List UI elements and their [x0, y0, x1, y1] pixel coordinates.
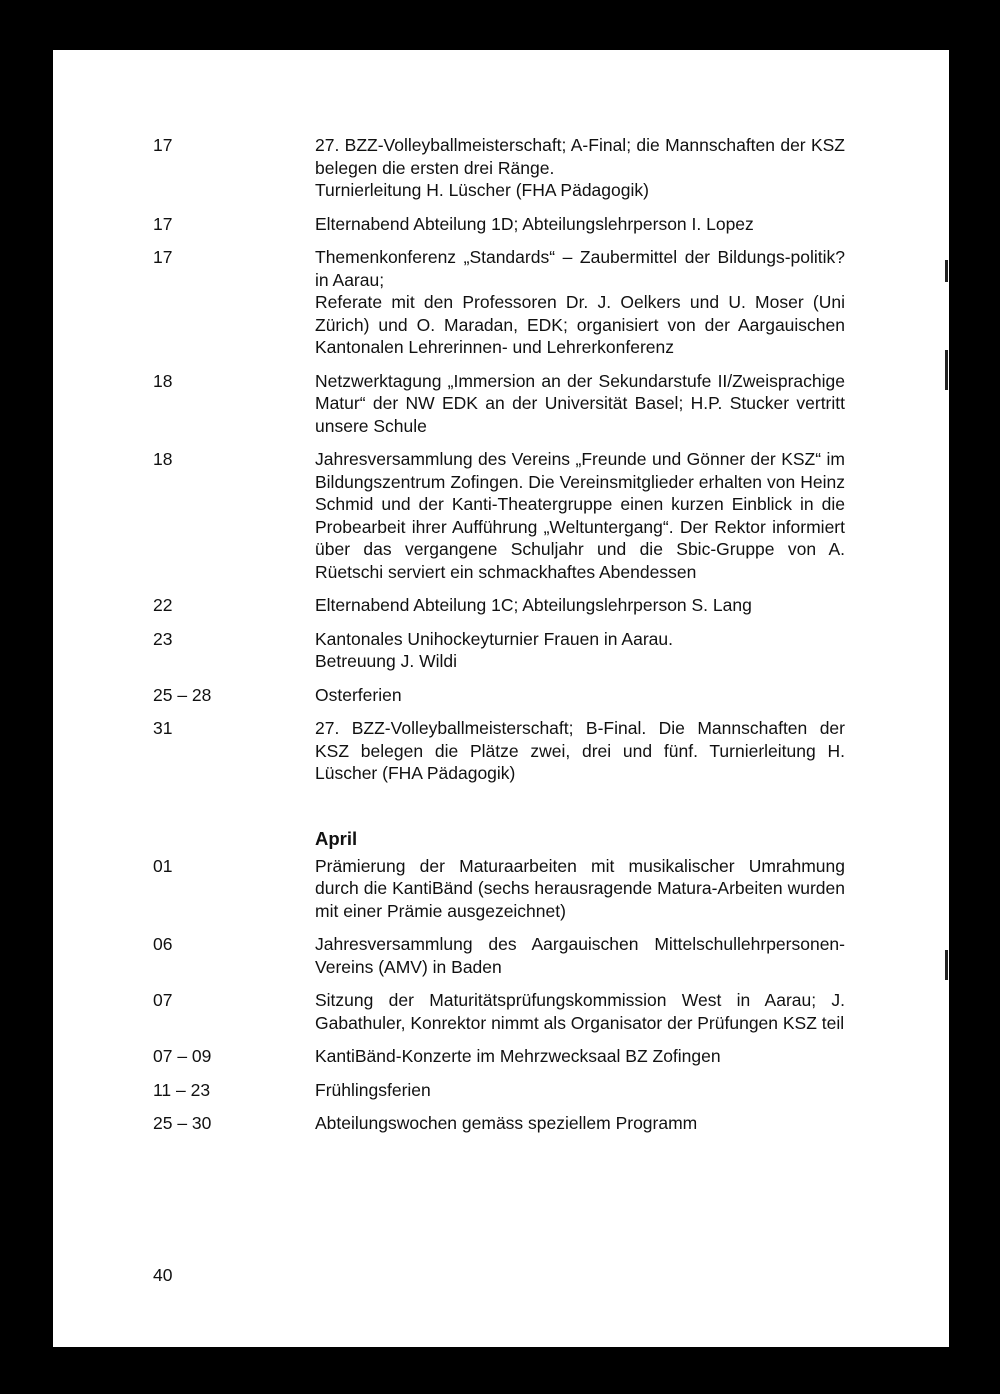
list-item — [153, 1045, 845, 1068]
entry-text: 27. BZZ-Volleyballmeisterschaft; B-Final. Die Mannschaften der KSZ belegen die Plätze zwei, drei und fünf. Turnierleitung H. Lüscher (FHA Pädagogik) — [315, 718, 845, 783]
list-item — [153, 448, 845, 583]
list-item — [153, 213, 845, 236]
entry-text: Kantonales Unihockeyturnier Frauen in Aarau. Betreuung J. Wildi — [315, 628, 673, 671]
entry-text: Jahresversammlung des Vereins „Freunde und Gönner der KSZ“ im Bildungszentrum Zofingen. Die Vereinsmitglieder erhalten von Heinz Schmid und der Kanti-Theatergruppe einen kurzen Einblick in die Probearbeit ihrer Aufführung „Weltuntergang“. Der Rektor informiert über das vergangene Schuljahr und die Sbic-Gruppe von A. Rüetschi serviert ein schmackhaftes Abendessen — [315, 449, 845, 582]
scan-edge-mark — [945, 350, 948, 390]
list-item — [153, 989, 845, 1034]
entry-text: Prämierung der Maturaarbeiten mit musikalischer Umrahmung durch die KantiBänd (sechs herausragende Matura-Arbeiten wurden mit einer Prämie ausgezeichnet) — [315, 855, 845, 921]
list-item — [153, 628, 845, 673]
list-item — [153, 134, 845, 202]
entry-date: 17 — [153, 135, 173, 155]
list-item — [153, 855, 845, 923]
entry-date: 25 – 28 — [153, 684, 212, 705]
entry-date: 23 — [153, 628, 173, 649]
list-item — [153, 717, 845, 785]
scan-edge-mark — [945, 260, 948, 282]
list-item — [153, 370, 845, 438]
scan-edge-mark — [945, 950, 948, 980]
entry-text: Elternabend Abteilung 1D; Abteilungslehrperson I. Lopez — [315, 213, 754, 234]
list-item — [153, 684, 845, 707]
document-page — [53, 50, 949, 1347]
entry-text: Elternabend Abteilung 1C; Abteilungslehrperson S. Lang — [315, 595, 752, 615]
entry-text: Abteilungswochen gemäss speziellem Programm — [315, 1113, 698, 1133]
list-item — [153, 933, 845, 978]
month-heading: April — [315, 827, 358, 849]
page-number: 40 — [153, 1265, 173, 1285]
entry-date: 07 – 09 — [153, 1046, 212, 1066]
entry-date: 11 – 23 — [153, 1079, 211, 1100]
entry-date: 07 — [153, 990, 173, 1010]
entry-text: Themenkonferenz „Standards“ – Zaubermittel der Bildungs-politik? in Aarau; Referate mit den Professoren Dr. J. Oelkers und U. Moser (Uni Zürich) und O. Maradan, EDK; organisiert von der Aargauischen Kantonalen Lehrerinnen- und Lehrerkonferenz — [315, 247, 845, 357]
entry-date: 22 — [153, 595, 173, 615]
entry-date: 01 — [153, 855, 173, 876]
entry-text: KantiBänd-Konzerte im Mehrzwecksaal BZ Zofingen — [315, 1046, 721, 1066]
entry-date: 17 — [153, 247, 173, 267]
entry-date: 18 — [153, 449, 173, 469]
entry-text: Netzwerktagung „Immersion an der Sekundarstufe II/Zweisprachige Matur“ der NW EDK an der Universität Basel; H.P. Stucker vertritt unsere Schule — [315, 370, 845, 436]
entry-date: 17 — [153, 213, 173, 234]
chronicle-entries — [153, 134, 845, 1146]
entry-text: 27. BZZ-Volleyballmeisterschaft; A-Final; die Mannschaften der KSZ belegen die ersten drei Ränge. Turnierleitung H. Lüscher (FHA Pädagogik) — [315, 135, 845, 200]
entry-text: Osterferien — [315, 684, 402, 705]
list-item — [153, 1079, 845, 1102]
entry-text: Sitzung der Maturitätsprüfungskommission West in Aarau; J. Gabathuler, Konrektor nimmt als Organisator der Prüfungen KSZ teil — [315, 990, 845, 1033]
entry-date: 25 – 30 — [153, 1113, 212, 1133]
entry-date: 18 — [153, 370, 173, 391]
entry-text: Jahresversammlung des Aargauischen Mittelschullehrpersonen-Vereins (AMV) in Baden — [315, 934, 845, 977]
list-item — [153, 1112, 845, 1135]
list-item — [153, 246, 845, 359]
list-item — [153, 594, 845, 617]
entry-date: 06 — [153, 934, 173, 954]
entry-date: 31 — [153, 718, 173, 738]
entry-text: Frühlingsferien — [315, 1079, 431, 1100]
